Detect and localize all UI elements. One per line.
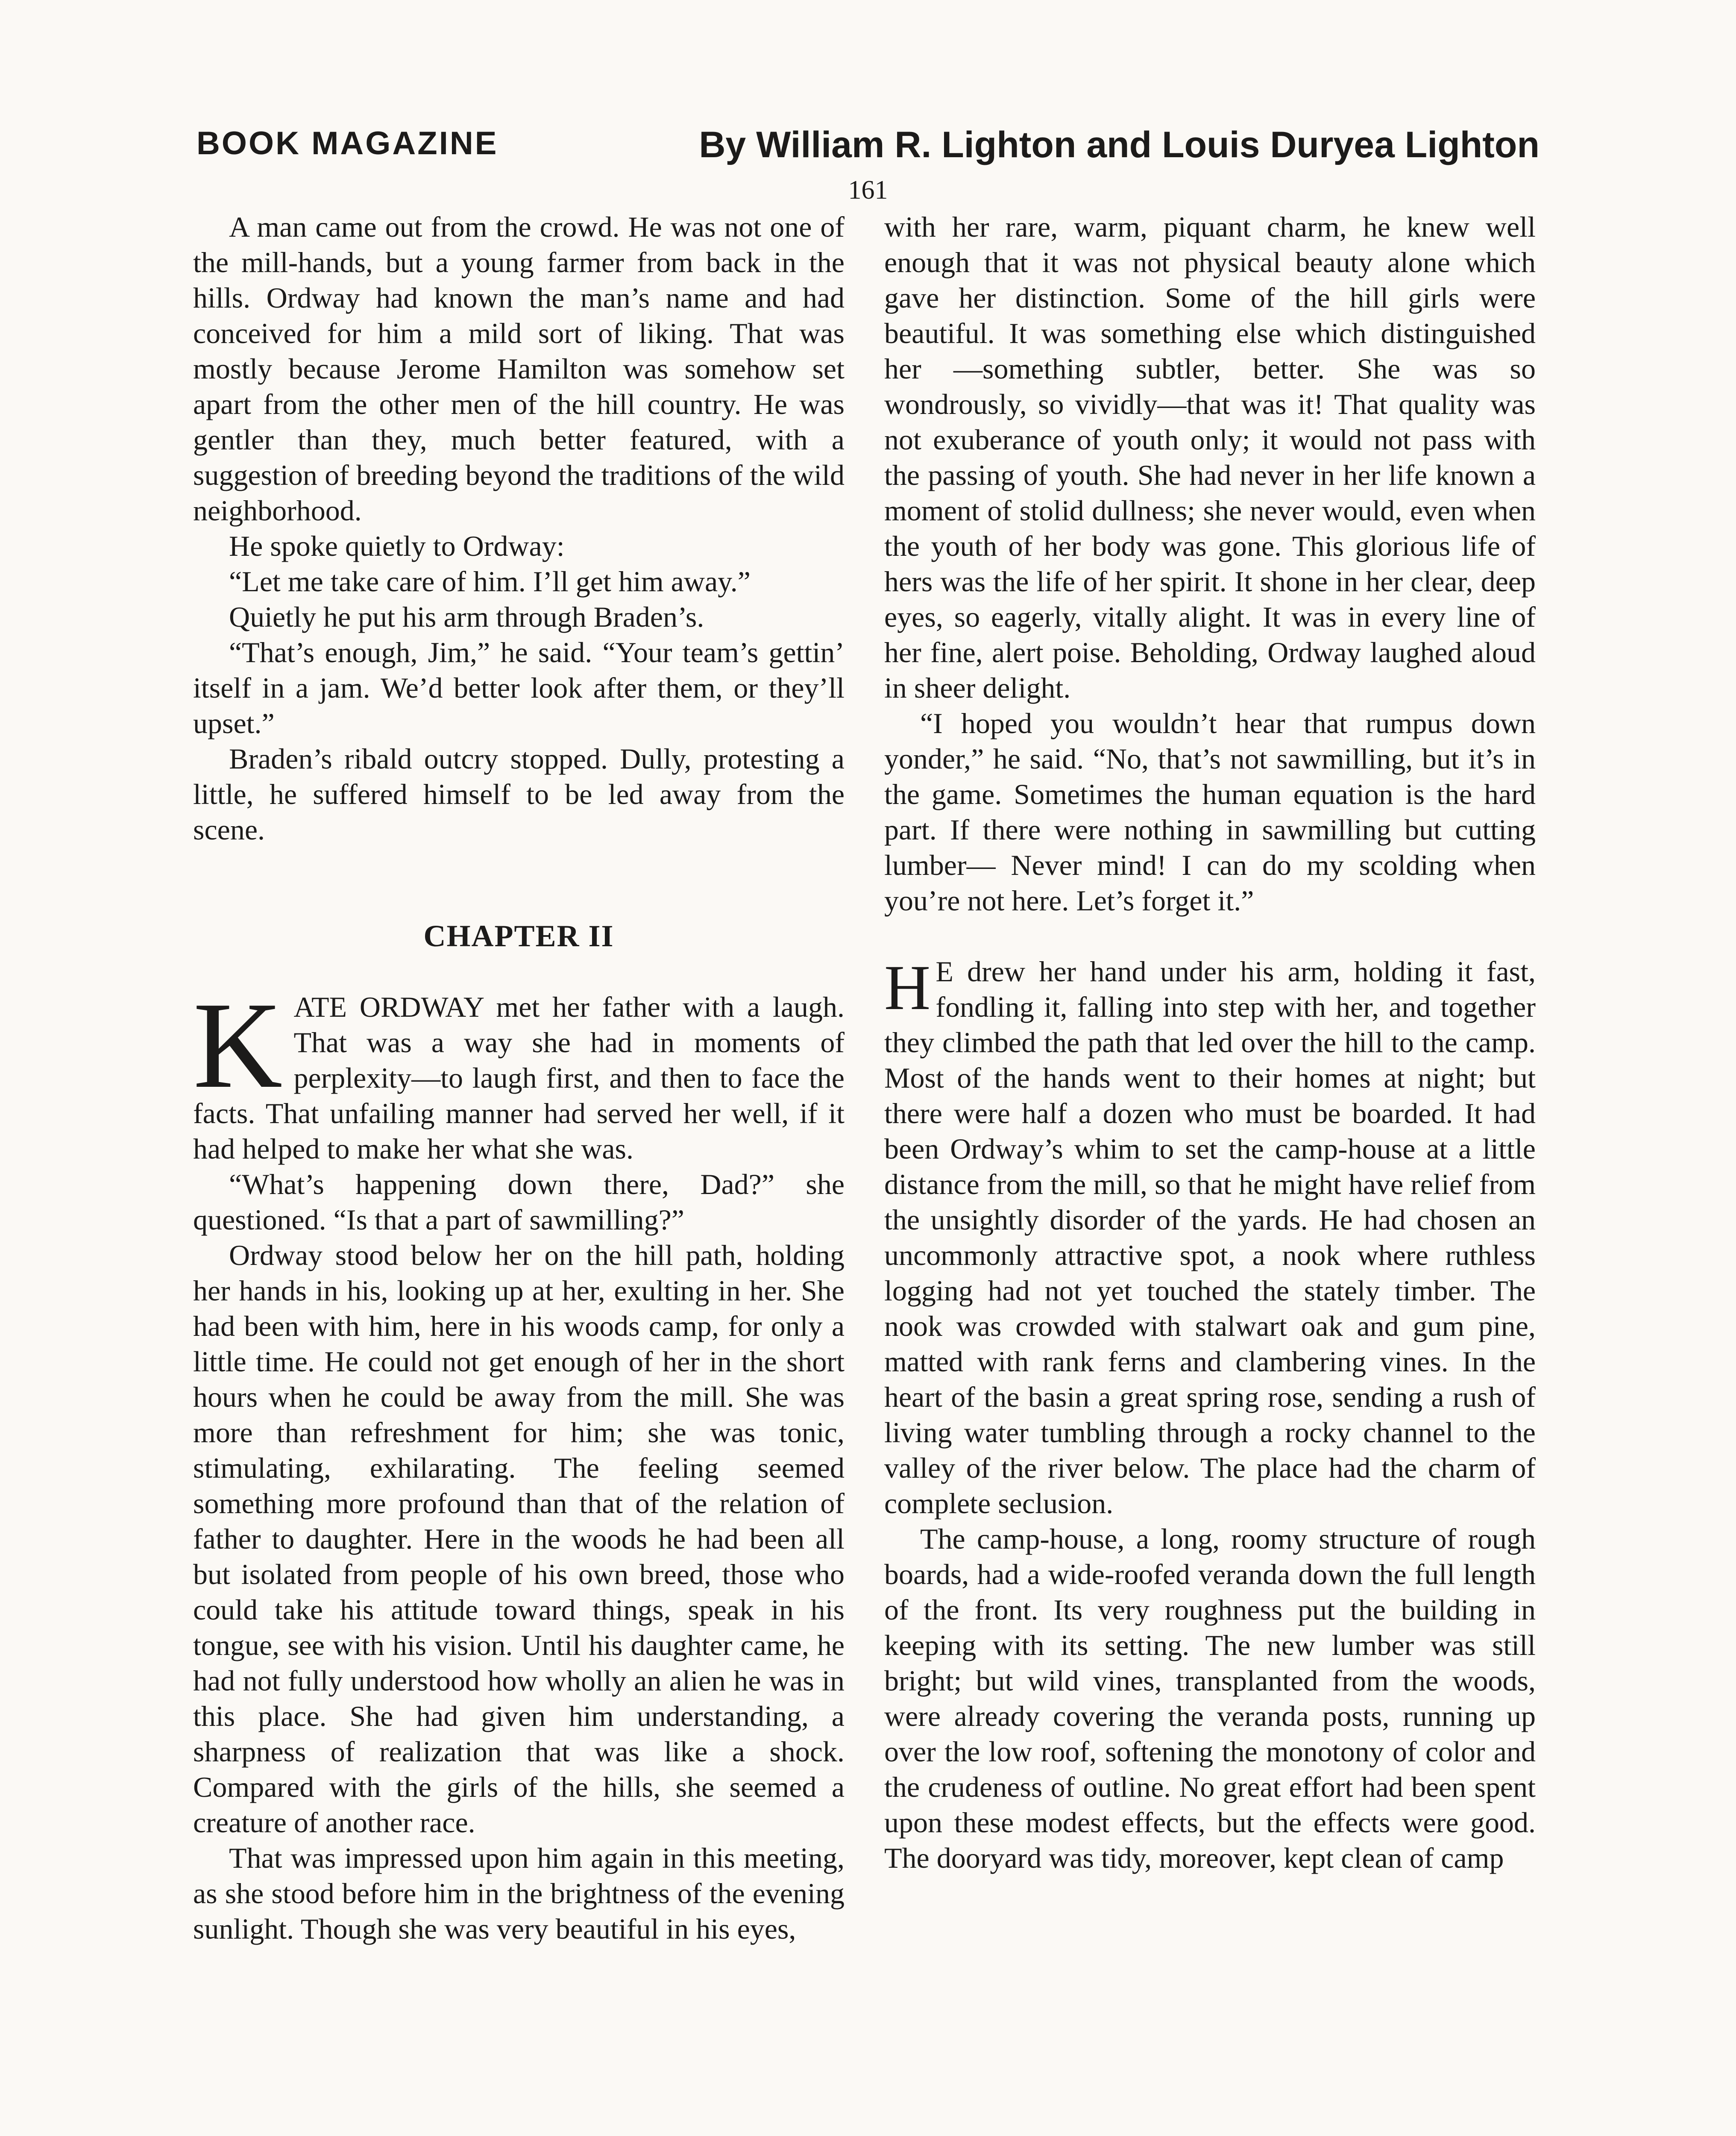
paragraph: That was impressed upon him again in this meeting, as she stood before him in the brightness of the evening sunlight. Though she was very beautiful in his eyes,	[193, 1842, 845, 1945]
page-number: 161	[848, 176, 888, 205]
paragraph: The camp-house, a long, roomy structure of rough boards, had a wide-roofed veranda down the full length of the front. Its very roughness put the building in keeping with its setting. The new lumber was still bright; but wild vines, transplanted from the woods, were already covering the veranda posts, running up over the low roof, softening the monotony of color and the crudeness of outline. No great effort had been spent upon these modest effects, but the effects were good. The dooryard was tidy, moreover, kept clean of camp	[884, 1523, 1536, 1874]
paragraph: A man came out from the crowd. He was not one of the mill-hands, but a young farmer from back in the hills. Ordway had known the man’s name and had conceived for him a mild sort of liking. That was mostly because Jerome Hamilton was somehow set apart from the other men of the hill country. He was gentler than they, much better featured, with a suggestion of breeding beyond the traditions of the wild neighborhood.	[193, 211, 845, 527]
paragraph: He spoke quietly to Ordway:	[229, 530, 565, 562]
chapter-heading: CHAPTER II	[423, 919, 614, 953]
paragraph: “That’s enough, Jim,” he said. “Your team’s gettin’ itself in a jam. We’d better look after them, or they’ll upset.”	[193, 636, 845, 739]
dropcap-letter: K	[193, 977, 283, 1114]
paragraph-with-dropcap	[884, 954, 1536, 1521]
paragraph-text: E drew her hand under his arm, holding it fast, fondling it, falling into step with her, and together they climbed the path that led over the hill to the camp. Most of the hands went to their homes at night; but there were half a dozen who must be boarded. It had been Ordway’s whim to set the camp-house at a little distance from the mill, so that he might have relief from the unsightly disorder of the yards. He had chosen an uncommonly attractive spot, a nook where ruthless logging had not yet touched the stately timber. The nook was crowded with stalwart oak and gum pine, matted with rank ferns and clambering vines. In the heart of the basin a great spring rose, sending a rush of living water tumbling through a rocky channel to the valley of the river below. The place had the charm of complete seclusion.	[884, 955, 1536, 1520]
header-magazine: BOOK MAGAZINE	[196, 125, 499, 161]
paragraph: with her rare, warm, piquant charm, he knew well enough that it was not physical beauty alone which gave her distinction. Some of the hill girls were beautiful. It was something else which distinguished her —something subtler, better. She was so wondrously, so vividly—that was it! That quality was not exuberance of youth only; it would not pass with the passing of youth. She had never in her life known a moment of stolid dullness; she never would, even when the youth of her body was gone. This glorious life of hers was the life of her spirit. It shone in her clear, deep eyes, so eagerly, vitally alight. It was in every line of her fine, alert poise. Beholding, Ordway laughed aloud in sheer delight.	[884, 211, 1536, 704]
paragraph: “Let me take care of him. I’ll get him away.”	[229, 565, 751, 598]
header-byline: By William R. Lighton and Louis Duryea Lighton	[699, 124, 1540, 165]
paragraph-with-dropcap	[193, 977, 845, 1167]
left-column	[193, 209, 845, 1947]
paragraph: “What’s happening down there, Dad?” she questioned. “Is that a part of sawmilling?”	[193, 1168, 845, 1236]
paragraph: “I hoped you wouldn’t hear that rumpus down yonder,” he said. “No, that’s not sawmilling, but it’s in the game. Sometimes the human equation is the hard part. If there were nothing in sawmilling but cutting lumber— Never mind! I can do my scolding when you’re not here. Let’s forget it.”	[884, 707, 1536, 917]
paragraph: Ordway stood below her on the hill path, holding her hands in his, looking up at her, exulting in her. She had been with him, here in his woods camp, for only a little time. He could not get enough of her in the short hours when he could be away from the mill. She was more than refreshment for him; she was tonic, stimulating, exhilarating. The feeling seemed something more profound than that of the relation of father to daughter. Here in the woods he had been all but isolated from people of his own breed, those who could take his attitude toward things, speak in his tongue, see with his vision. Until his daughter came, he had not fully understood how wholly an alien he was in this place. She had given him understanding, a sharpness of realization that was like a shock. Compared with the girls of the hills, she seemed a creature of another race.	[193, 1239, 845, 1839]
paragraph-text: ATE ORDWAY met her father with a laugh. That was a way she had in moments of perplexity—to laugh first, and then to face the facts. That unfailing manner had served her well, if it had helped to make her what she was.	[193, 991, 845, 1165]
paragraph: Quietly he put his arm through Braden’s.	[229, 601, 704, 633]
paragraph: Braden’s ribald outcry stopped. Dully, protesting a little, he suffered himself to be led away from the scene.	[193, 742, 845, 846]
right-column	[884, 209, 1536, 1876]
dropcap-letter: H	[884, 952, 931, 1023]
